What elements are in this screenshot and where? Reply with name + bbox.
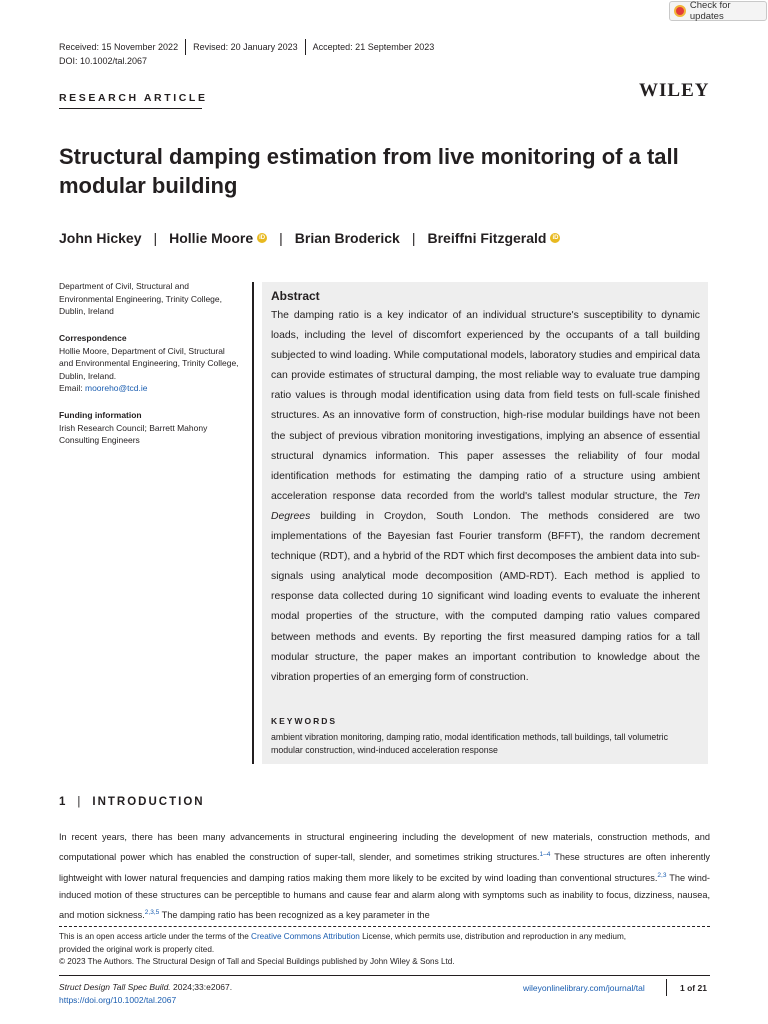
doi-label: DOI: 10.1002/tal.2067 bbox=[59, 56, 148, 66]
footer-citation bbox=[59, 981, 232, 1006]
license-divider bbox=[59, 926, 710, 927]
keywords-text: ambient vibration monitoring, damping ratio, modal identification methods, tall buildings, tall volumetric modular construction, wind-induced acceleration response bbox=[271, 732, 669, 755]
reference-link[interactable]: 1–4 bbox=[539, 851, 551, 859]
article-dates bbox=[59, 39, 441, 55]
correspondence-block bbox=[59, 332, 239, 395]
email-link[interactable]: mooreho@tcd.ie bbox=[84, 383, 148, 393]
journal-name: Struct Design Tall Spec Build. bbox=[59, 982, 171, 992]
page-number: 1 of 21 bbox=[680, 983, 707, 993]
author-separator: | bbox=[153, 230, 158, 246]
article-type: RESEARCH ARTICLE bbox=[59, 92, 208, 104]
abstract-heading: Abstract bbox=[271, 289, 320, 303]
column-divider bbox=[252, 282, 254, 764]
author-list bbox=[59, 230, 560, 246]
doi-link[interactable]: https://doi.org/10.1002/tal.2067 bbox=[59, 994, 177, 1005]
building-name: Ten Degrees bbox=[271, 490, 700, 522]
paper-title: Structural damping estimation from live monitoring of a tall modular building bbox=[59, 144, 679, 198]
affiliation: Department of Civil, Structural and Environmental Engineering, Trinity College, Dublin, Ireland bbox=[59, 281, 223, 316]
revised-date: Revised: 20 January 2023 bbox=[193, 42, 298, 52]
orcid-icon[interactable]: iD bbox=[552, 235, 559, 241]
check-for-updates-label: Check for updates bbox=[689, 0, 731, 22]
received-date: Received: 15 November 2022 bbox=[59, 42, 179, 52]
abstract-part: The damping ratio is a key indicator of an individual structure's susceptibility to dynamic loads, including the level of discomfort experienced by the occupants of a tall building subjected to wind loading. While computational models, laboratory studies and empirical data can provide estimates of structural damping, the most reliable way to evaluate true damping ratio values is through modal identification using data from field tests on full-scale finished structures. As an innovative form of construction, high-rise modular buildings have not been the subject of previous vibration monitoring investigations, implying an absence of essential structural dynamics information. This paper assesses the reliability of four modal identification methods for estimating the damping ratio of a structure using ambient acceleration response data recorded from the world's tallest modular structure, the bbox=[271, 310, 700, 502]
update-icon bbox=[674, 5, 686, 17]
intro-sentence: The damping ratio has been recognized as a key parameter in the bbox=[159, 910, 430, 921]
funding-text: Irish Research Council; Barrett Mahony Consulting Engineers bbox=[59, 422, 208, 445]
journal-volume: 2024;33:e2067. bbox=[170, 982, 233, 992]
author-separator: | bbox=[279, 230, 283, 246]
abstract-text bbox=[271, 306, 700, 688]
orcid-icon[interactable]: iD bbox=[259, 235, 266, 241]
intro-sentence: In recent years, there has been many advancements in structural engineering including the development of new materials, construction methods, and computational power which has enabled the construction of super-tall, slender, and sometimes striking structures. bbox=[59, 832, 710, 863]
accepted-date: Accepted: 21 September 2023 bbox=[312, 42, 435, 52]
keywords-heading: KEYWORDS bbox=[271, 716, 338, 726]
section-number: 1 bbox=[59, 796, 68, 808]
license-text: License, which permits use, distribution and reproduction in any medium, bbox=[359, 932, 627, 941]
author-name[interactable]: Brian Broderick bbox=[294, 230, 400, 246]
funding-block bbox=[59, 409, 239, 447]
author-name[interactable]: Hollie Moore bbox=[169, 230, 254, 246]
license-text: This is an open access article under the terms of the bbox=[59, 932, 252, 941]
correspondence-label: Correspondence bbox=[59, 333, 127, 343]
article-type-underline bbox=[59, 108, 202, 109]
section-title: INTRODUCTION bbox=[92, 796, 205, 808]
email-label: Email: bbox=[59, 383, 85, 393]
date-divider bbox=[305, 39, 306, 55]
intro-paragraph bbox=[59, 829, 710, 925]
date-divider bbox=[185, 39, 186, 55]
author-separator: | bbox=[411, 230, 416, 246]
intro-sentence: These structures are often inherently lightweight with lower natural frequencies and damping ratios making them more likely to be excited by wind loading than conventional structures. bbox=[59, 852, 710, 883]
author-name[interactable]: John Hickey bbox=[59, 230, 142, 246]
license-block bbox=[59, 931, 710, 969]
check-for-updates-badge[interactable] bbox=[669, 1, 767, 21]
abstract-part: building in Croydon, South London. The methods considered are two implementations of the Bayesian fast Fourier transform (BFFT), the random decrement technique (RDT), and a hybrid of the RDT which first decomposes the ambient data into sub-signals using analytical mode decomposition (AMD-RDT). Each method is applied to response data collected during 10 significant wind loading events to evaluate the inherent modal properties of the structure, with the computed damping ratio values compared between methods and events. By reporting the first measured damping ratios for a tall modular structure, the paper makes an important contribution to knowledge about the vibration properties of an emerging form of construction. bbox=[271, 510, 700, 683]
section-heading: 1 | INTRODUCTION bbox=[59, 796, 205, 808]
license-line bbox=[59, 931, 710, 944]
author-name[interactable]: Breiffni Fitzgerald bbox=[427, 230, 547, 246]
footer-divider bbox=[59, 975, 710, 976]
journal-site-link[interactable]: wileyonlinelibrary.com/journal/tal bbox=[523, 983, 645, 993]
cc-license-link[interactable]: Creative Commons Attribution bbox=[251, 932, 360, 941]
reference-link[interactable]: 2,3 bbox=[657, 871, 667, 879]
license-line: provided the original work is properly cited. bbox=[59, 944, 215, 954]
footer-separator bbox=[666, 979, 667, 996]
correspondence-text: Hollie Moore, Department of Civil, Structural and Environmental Engineering, Trinity College, Dublin, Ireland. bbox=[59, 345, 239, 381]
email-line bbox=[59, 382, 239, 395]
publisher-logo: WILEY bbox=[639, 80, 710, 101]
reference-link[interactable]: 2,3,5 bbox=[144, 909, 160, 917]
intro-sentence: The wind-induced motion of these structures can be perceptible to humans and cause fear and alarm along with symptoms such as inability to focus, dizziness, nausea, and motion sickness. bbox=[59, 872, 710, 921]
funding-label: Funding information bbox=[59, 410, 142, 420]
copyright-line: © 2023 The Authors. The Structural Design of Tall and Special Buildings published by John Wiley & Sons Ltd. bbox=[59, 957, 455, 966]
